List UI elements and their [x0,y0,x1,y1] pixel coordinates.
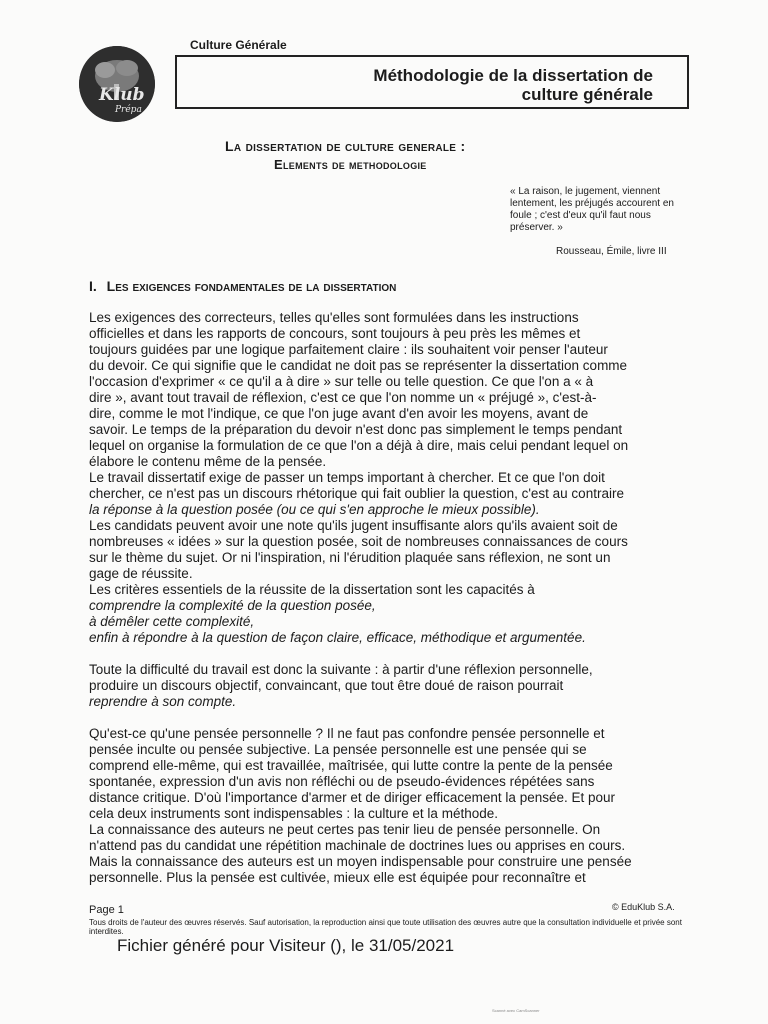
tree-icon [79,46,155,122]
body-line: Les candidats peuvent avoir une note qu'ils jugent insuffisante alors qu'ils avaient soit de [89,518,618,533]
body-line: produire un discours objectif, convaincant, que tout être doué de raison pourrait [89,678,564,693]
body-line: Les critères essentiels de la réussite de la dissertation sont les capacités à [89,582,535,597]
body-line: l'occasion d'exprimer « ce qu'il a à dire » sur telle ou telle question. Ce que l'on a « à [89,374,594,389]
section-number: I. [89,278,97,294]
copyright: © EduKlub S.A. [612,902,675,912]
body-line: n'attend pas du candidat une répétition machinale de doctrines lues ou apprises en cours. [89,838,626,853]
body-line: lequel on organise la formulation de ce que l'on a déjà à dire, mais celui pendant lequel on [89,438,629,453]
body-line: sur le thème du sujet. Or ni l'inspiration, ni l'érudition plaquée sans réflexion, ne sont un [89,550,611,565]
body-line: nombreuses « idées » sur la question posée, soit de nombreuses connaissances de cours [89,534,628,549]
body-line: Toute la difficulté du travail est donc la suivante : à partir d'une réflexion personnelle, [89,662,593,677]
logo-subtext: Prépa [115,105,142,115]
body-line: élabore le contenu même de la pensée. [89,454,327,469]
main-title-line2: Elements de methodologie [274,157,427,172]
epigraph-source: Rousseau, Émile, livre III [556,246,667,257]
body-line: reprendre à son compte. [89,694,237,709]
body-line: officielles et dans les rapports de concours, sont toujours à peu près les mêmes et [89,326,581,341]
body-line: dire, comme le mot l'indique, ce que l'on juge avant d'en avoir les moyens, avant de [89,406,589,421]
body-line: enfin à répondre à la question de façon claire, efficace, méthodique et argumentée. [89,630,586,645]
document-title-box [175,55,689,109]
section-title: Les exigences fondamentales de la dissertation [106,278,397,294]
body-line: Qu'est-ce qu'une pensée personnelle ? Il ne faut pas confondre pensée personnelle et [89,726,605,741]
body-line: toujours guidées par une logique parfaitement claire : ils souhaitent voir penser l'auteur [89,342,608,357]
rights-notice: Tous droits de l'auteur des œuvres réservés. Sauf autorisation, la reproduction ainsi que toute utilisation des œuvres autre que la consultation individuelle et privée sont interdites. [89,918,682,936]
body-line: Les exigences des correcteurs, telles qu'elles sont formulées dans les instructions [89,310,579,325]
body-line: chercher, ce n'est pas un discours rhétorique qui fait oublier la question, c'est au contraire [89,486,624,501]
body-line: Le travail dissertatif exige de passer un temps important à chercher. Et ce que l'on doit [89,470,605,485]
body-line: cela deux instruments sont indispensables : la culture et la méthode. [89,806,498,821]
generated-file-notice: Fichier généré pour Visiteur (), le 31/05/2021 [117,936,455,955]
body-line: Mais la connaissance des auteurs est un moyen indispensable pour construire une pensée [89,854,632,869]
scanner-mark: Scanné avec CamScanner [492,1008,540,1013]
main-title-line1: La dissertation de culture generale : [225,138,466,154]
body-line: du devoir. Ce qui signifie que le candidat ne doit pas se représenter la dissertation comme [89,358,628,373]
body-line: gage de réussite. [89,566,193,581]
logo-text: Klub [99,85,145,105]
document-title-line2: culture générale [521,85,653,104]
body-line: à démêler cette complexité, [89,614,255,629]
body-line: distance critique. D'où l'importance d'armer et de diriger efficacement la pensée. Et pour [89,790,616,805]
body-line: spontanée, expression d'un avis non réfléchi ou de pseudo-évidences répétées sans [89,774,595,789]
header-label: Culture Générale [190,38,287,52]
body-line: comprend elle-même, qui est travaillée, maîtrisée, qui lutte contre la pente de la pensée [89,758,613,773]
body-line: pensée inculte ou pensée subjective. La pensée personnelle est une pensée qui se [89,742,587,757]
document-title-line1: Méthodologie de la dissertation de [373,66,653,85]
page-number: Page 1 [89,904,124,916]
body-line: savoir. Le temps de la préparation du devoir n'est donc pas simplement le temps pendant [89,422,623,437]
section-heading [89,278,396,294]
body-line: dire », avant tout travail de réflexion, c'est ce que l'on nomme un « préjugé », c'est-à- [89,390,597,405]
body-line: comprendre la complexité de la question posée, [89,598,376,613]
epigraph-quote: « La raison, le jugement, viennent lentement, les préjugés accourent en foule ; c'est d'eux qu'il faut nous préserver. » [510,186,674,233]
body-line: La connaissance des auteurs ne peut certes pas tenir lieu de pensée personnelle. On [89,822,601,837]
body-line: personnelle. Plus la pensée est cultivée, mieux elle est équipée pour reconnaître et [89,870,586,885]
body-line: la réponse à la question posée (ou ce qui s'en approche le mieux possible). [89,502,540,517]
klub-prepa-logo [79,46,155,122]
